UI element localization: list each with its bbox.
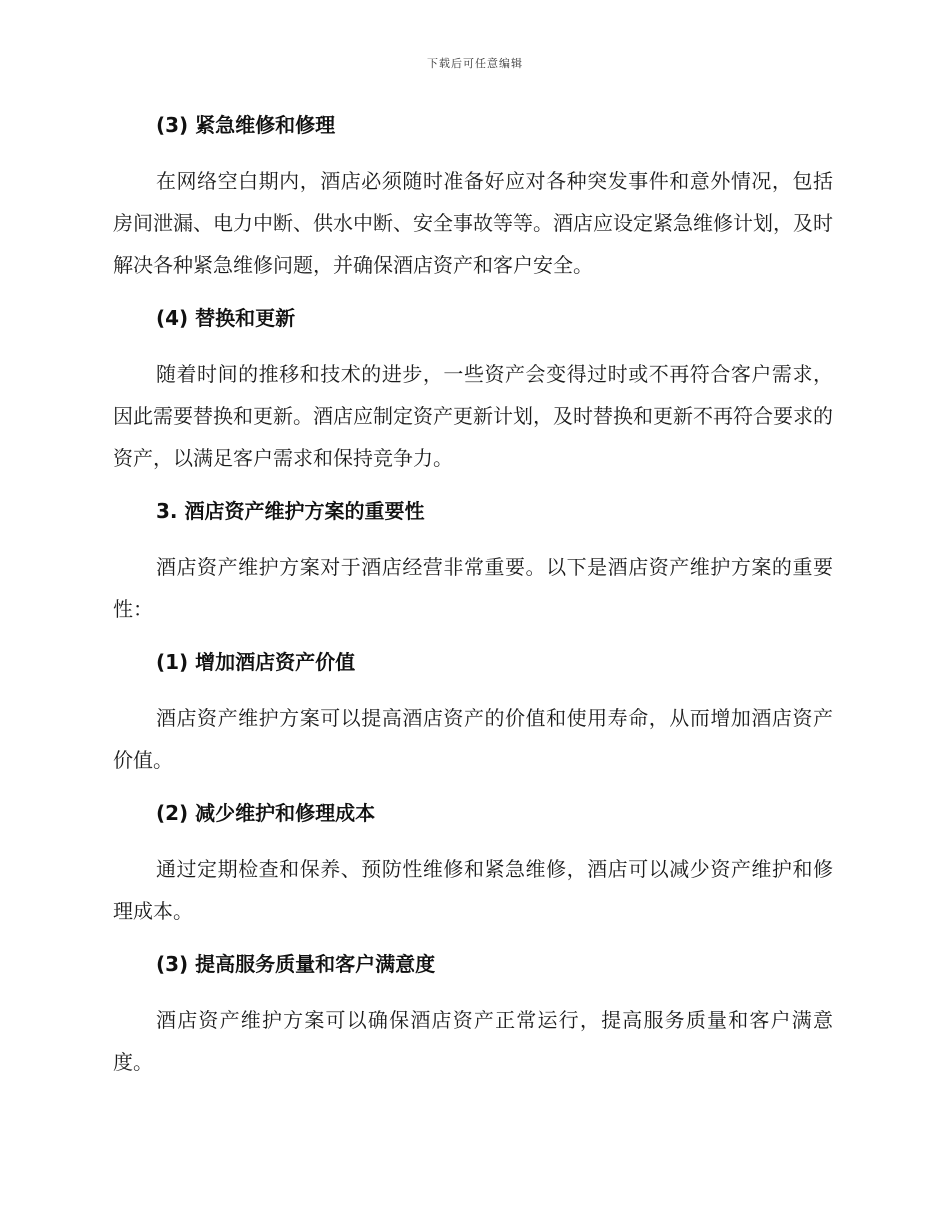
section-heading: (3) 紧急维修和修理: [156, 113, 336, 137]
section-heading: (4) 替换和更新: [156, 306, 296, 330]
section-paragraph: 酒店资产维护方案可以确保酒店资产正常运行，提高服务质量和客户满意度。: [113, 1008, 833, 1074]
section: [113, 645, 833, 796]
section-heading: (1) 增加酒店资产价值: [156, 650, 356, 674]
section: [113, 494, 833, 645]
section: [113, 947, 833, 1083]
section-heading: (3) 提高服务质量和客户满意度: [156, 952, 436, 976]
section-paragraph: 随着时间的推移和技术的进步，一些资产会变得过时或不再符合客户需求，因此需要替换和更新。酒店应制定资产更新计划，及时替换和更新不再符合要求的资产，以满足客户需求和保持竞争力。: [113, 362, 833, 470]
section: [113, 796, 833, 947]
page-header-note: 下载后可任意编辑: [427, 57, 523, 70]
section-paragraph: 通过定期检查和保养、预防性维修和紧急维修，酒店可以减少资产维护和修理成本。: [113, 857, 833, 923]
section-heading: (2) 减少维护和修理成本: [156, 801, 376, 825]
document-body: [113, 108, 833, 1083]
section-paragraph: 在网络空白期内，酒店必须随时准备好应对各种突发事件和意外情况，包括房间泄漏、电力中断、供水中断、安全事故等等。酒店应设定紧急维修计划，及时解决各种紧急维修问题，并确保酒店资产和客户安全。: [113, 169, 833, 277]
section: [113, 108, 833, 301]
section-paragraph: 酒店资产维护方案对于酒店经营非常重要。以下是酒店资产维护方案的重要性：: [113, 555, 833, 621]
section-heading: 3. 酒店资产维护方案的重要性: [156, 499, 425, 523]
section: [113, 301, 833, 494]
section-paragraph: 酒店资产维护方案可以提高酒店资产的价值和使用寿命，从而增加酒店资产价值。: [113, 706, 833, 772]
